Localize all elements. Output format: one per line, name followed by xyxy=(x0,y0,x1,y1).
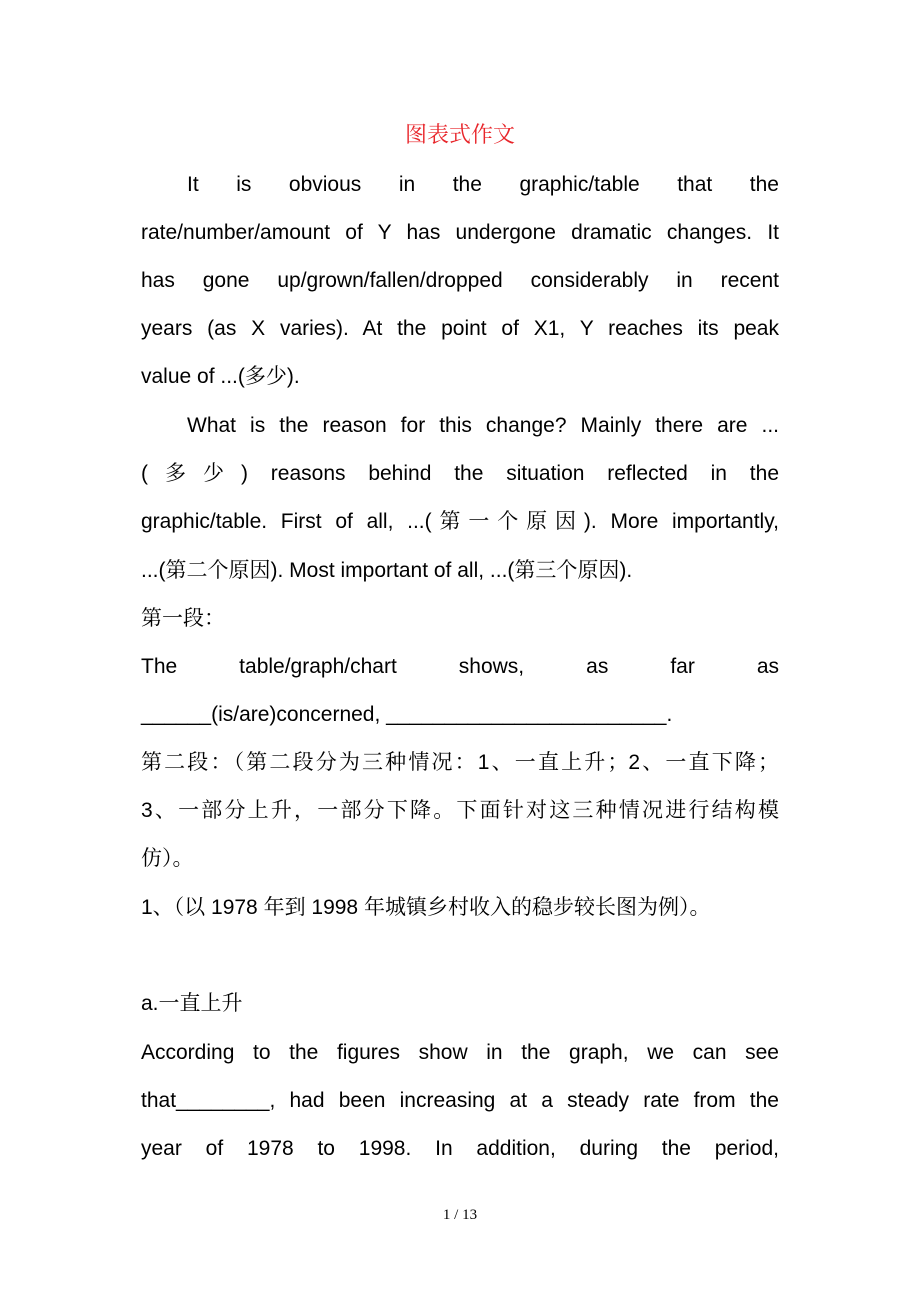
text-line: graphic/table. First of all, ...(第一个原因). More importantly, xyxy=(141,510,779,533)
text-line: (多少) reasons behind the situation reflected in the xyxy=(141,462,779,485)
text-line: ...(第二个原因). Most important of all, ...(第三个原因). xyxy=(141,559,633,582)
text-line: 1、（以 1978 年到 1998 年城镇乡村收入的稳步较长图为例）。 xyxy=(141,896,711,919)
text-line: years (as X varies). At the point of X1, Y reaches its peak xyxy=(141,317,779,340)
subsection-heading: a.一直上升 xyxy=(141,992,243,1015)
text-line: that________, had been increasing at a steady rate from the xyxy=(141,1089,779,1112)
document-title: 图表式作文 xyxy=(404,123,515,148)
text-line: 仿）。 xyxy=(141,847,194,870)
text-line: The table/graph/chart shows, as far as xyxy=(141,655,779,678)
text-line: year of 1978 to 1998. In addition, during the period, xyxy=(141,1137,779,1160)
text-line: ______(is/are)concerned, ________________________. xyxy=(141,703,673,726)
page-indicator: 1 / 13 xyxy=(442,1207,478,1223)
text-line: value of ...(多少). xyxy=(141,365,300,388)
text-line: According to the figures show in the graph, we can see xyxy=(141,1041,779,1064)
text-line: It is obvious in the graphic/table that the xyxy=(187,173,779,196)
section-heading: 第一段： xyxy=(141,607,225,630)
text-line: What is the reason for this change? Mainly there are ... xyxy=(187,414,779,437)
text-line: 第二段：（第二段分为三种情况：1、一直上升；2、一直下降； xyxy=(141,751,779,774)
text-line: 3、一部分上升，一部分下降。下面针对这三种情况进行结构模 xyxy=(141,799,779,822)
text-line: rate/number/amount of Y has undergone dramatic changes. It xyxy=(141,221,779,244)
text-line: has gone up/grown/fallen/dropped considerably in recent xyxy=(141,269,779,292)
